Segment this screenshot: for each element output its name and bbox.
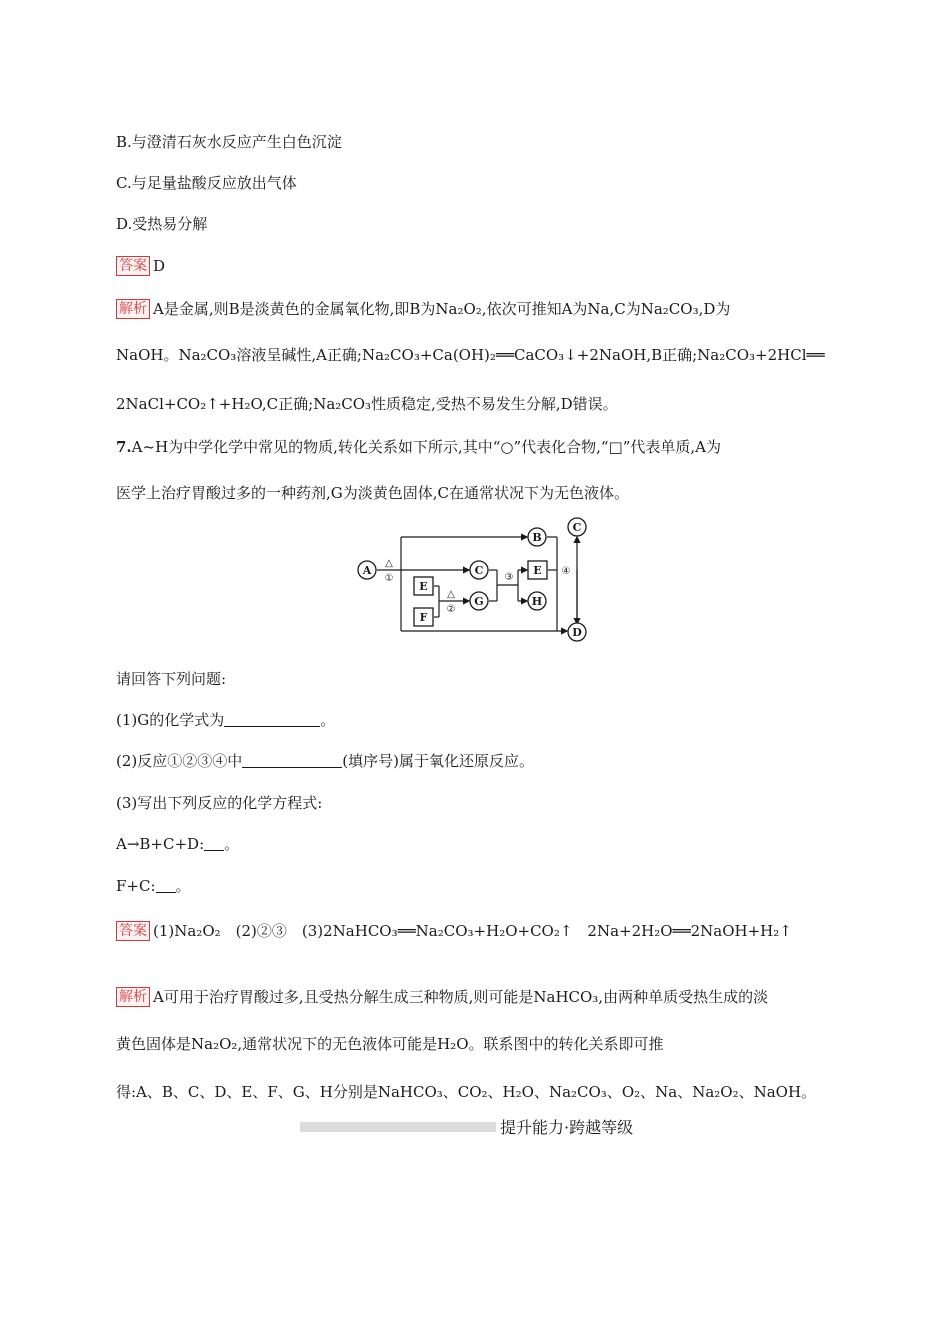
analysis-7-line-2: 黄色固体是Na₂O₂,通常状况下的无色液体可能是H₂O。联系图中的转化关系即可推 [116, 1035, 664, 1053]
question-7-line-2: 医学上治疗胃酸过多的一种药剂,G为淡黄色固体,C在通常状况下为无色液体。 [116, 484, 629, 502]
node-g-label: G [474, 595, 484, 608]
node-d-label: D [572, 626, 582, 639]
question-text: A~H为中学化学中常见的物质,转化关系如下所示,其中“○”代表化合物,“□”代表单质,A为 [131, 438, 721, 456]
answer-tag: 答案 [116, 256, 150, 276]
answer-6 [116, 256, 165, 276]
answer-blank-1[interactable] [224, 712, 320, 727]
analysis-6-line-3: 2NaCl+CO₂↑+H₂O,C正确;Na₂CO₃性质稳定,受热不易发生分解,D错误。 [116, 395, 618, 413]
question-number: 7. [116, 438, 132, 456]
part-1-text: (1)G的化学式为 [116, 711, 225, 729]
part-1 [116, 710, 335, 730]
answer-text: D [153, 257, 166, 275]
step-3-label: ③ [504, 572, 514, 583]
equation-1-text: A→B+C+D: [116, 835, 205, 853]
equation-1 [116, 834, 239, 854]
analysis-text: A是金属,则B是淡黄色的金属氧化物,即B为Na₂O₂,依次可推知A为Na,C为Na₂CO₃,D为 [153, 300, 731, 318]
answer-tag: 答案 [116, 921, 150, 941]
option-c: C.与足量盐酸反应放出气体 [116, 174, 297, 192]
step-2-label: ② [446, 604, 456, 615]
step-4-label: ④ [561, 566, 571, 577]
section-title: 提升能力·跨越等级 [500, 1118, 634, 1137]
analysis-tag: 解析 [116, 987, 150, 1007]
node-b-label: B [532, 531, 542, 544]
part-1-end: 。 [320, 711, 336, 729]
part-2-text: (2)反应①②③④中 [116, 752, 243, 770]
analysis-6-line-2: NaOH。Na₂CO₃溶液呈碱性,A正确;Na₂CO₃+Ca(OH)₂══CaCO₃↓+2NaOH,B正确;Na₂CO₃+2HCl══ [116, 346, 825, 364]
answer-blank-4[interactable] [156, 878, 176, 893]
section-header [300, 1116, 660, 1140]
heat-mark-1: △ [385, 558, 393, 569]
answer-text: (1)Na₂O₂ (2)②③ (3)2NaHCO₃══Na₂CO₃+H₂O+CO₂↑ 2Na+2H₂O══2NaOH+H₂↑ [153, 922, 792, 940]
answer-blank-2[interactable] [242, 753, 342, 768]
node-h-label: H [531, 595, 543, 608]
conversion-diagram [355, 516, 595, 646]
prompt-line: 请回答下列问题: [116, 670, 227, 688]
step-1-label: ① [384, 573, 394, 584]
analysis-tag: 解析 [116, 299, 150, 319]
equation-2-end: 。 [175, 877, 191, 895]
analysis-7-line-1 [116, 987, 768, 1007]
part-3: (3)写出下列反应的化学方程式: [116, 794, 323, 812]
equation-2 [116, 876, 191, 896]
part-2 [116, 751, 534, 771]
node-c-top-label: C [572, 521, 582, 534]
option-b: B.与澄清石灰水反应产生白色沉淀 [116, 133, 342, 151]
option-d: D.受热易分解 [116, 215, 208, 233]
node-e2-label: E [533, 564, 542, 577]
answer-blank-3[interactable] [204, 836, 224, 851]
equation-2-text: F+C: [116, 877, 156, 895]
node-c-label: C [474, 564, 484, 577]
node-e-label: E [419, 580, 428, 593]
part-2-end: (填序号)属于氧化还原反应。 [342, 752, 534, 770]
equation-1-end: 。 [224, 835, 240, 853]
heat-mark-2: △ [447, 589, 455, 600]
analysis-text: A可用于治疗胃酸过多,且受热分解生成三种物质,则可能是NaHCO₃,由两种单质受热生成的淡 [153, 988, 769, 1006]
section-bar [300, 1122, 496, 1132]
question-7-line-1 [116, 437, 721, 457]
node-f-label: F [419, 611, 428, 624]
analysis-7-line-3: 得:A、B、C、D、E、F、G、H分别是NaHCO₃、CO₂、H₂O、Na₂CO₃、O₂、Na、Na₂O₂、NaOH。 [116, 1083, 817, 1101]
answer-7 [116, 921, 792, 941]
node-a-label: A [362, 564, 372, 577]
analysis-6-line-1 [116, 299, 730, 319]
